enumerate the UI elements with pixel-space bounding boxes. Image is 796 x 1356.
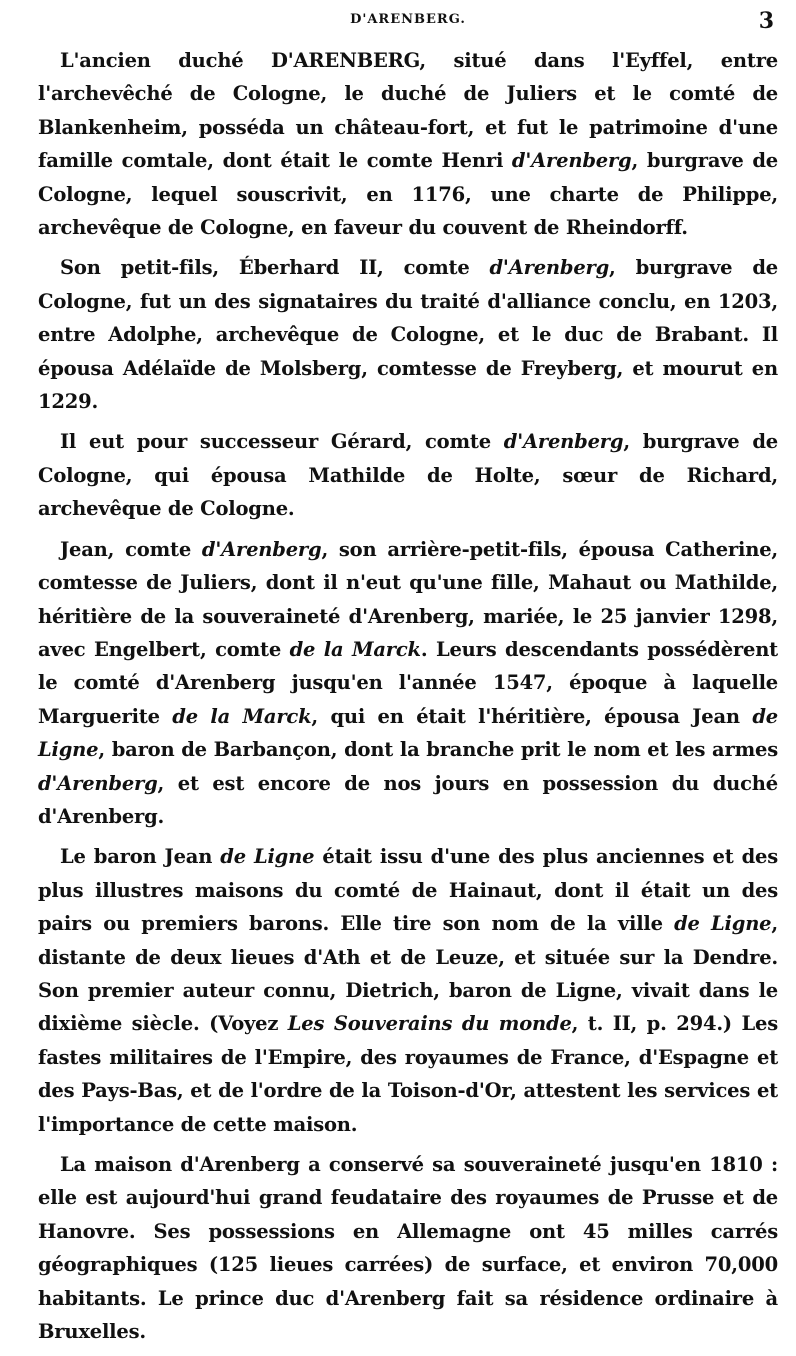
text-run: L'ancien duché D'ARENBERG, situé dans l'Eyffel, entre l'archevêché de Cologne, le duché de Juliers et le comté de Blankenheim, posséda un château-fort, et fut le patrimoine d'une famille comtale, dont était le comte Henri	[38, 49, 778, 173]
text-run: Jean, comte	[60, 537, 202, 561]
italic-run: d'Arenberg	[489, 256, 610, 280]
text-run: , son arrière-petit-fils, épousa Catherine, comtesse de Juliers, dont il n'eut qu'une fille, Mahaut ou Mathilde, héritière de la souveraineté d'Arenberg, mariée, le 25 janvier 1298, avec Engelbert, comte	[38, 537, 778, 661]
text-run: La maison d'Arenberg a conservé sa souveraineté jusqu'en 1810 : elle est aujourd'hui grand feudataire des royaumes de Prusse et de Hanovre. Ses possessions en Allemagne ont 45 milles carrés géographiques (125 lieues carrées) de surface, et environ 70,000 habitants. Le prince duc d'Arenberg fait sa résidence ordinaire à Bruxelles.	[38, 1153, 778, 1344]
italic-run: d'Arenberg	[38, 771, 158, 795]
paragraph	[38, 425, 778, 525]
paragraph	[38, 251, 778, 418]
paragraph	[38, 44, 778, 244]
text-run: , baron de Barbançon, dont la branche prit le nom et les armes	[98, 738, 778, 762]
text-run: Il eut pour successeur Gérard, comte	[60, 430, 504, 454]
italic-run: de la Marck	[172, 704, 312, 728]
running-title: D'ARENBERG.	[350, 12, 466, 27]
italic-run: Les Souverains du monde	[287, 1012, 572, 1036]
text-run: , burgrave de Cologne, fut un des signataires du traité d'alliance conclu, en 1203, entre Adolphe, archevêque de Cologne, et le duc de Brabant. Il épousa Adélaïde de Molsberg, comtesse de Freyberg, et mourut en 1229.	[38, 256, 778, 414]
running-head	[38, 8, 778, 38]
text-run: était issu d'une des plus anciennes et des plus illustres maisons du comté de Hainaut, dont il était un des pairs ou premiers barons. Elle tire son nom de la ville	[38, 845, 779, 936]
text-run: , distante de deux lieues d'Ath et de Leuze, et située sur la Dendre. Son premier auteur connu, Dietrich, baron de Ligne, vivait dans le dixième siècle. (Voyez	[38, 912, 778, 1036]
italic-run: de Ligne	[674, 912, 772, 936]
body-text	[38, 44, 778, 1348]
book-page	[38, 8, 778, 1348]
page-number: 3	[758, 8, 774, 34]
italic-run: de Ligne	[220, 845, 315, 869]
text-run: , t. II, p. 294.) Les fastes militaires de l'Empire, des royaumes de France, d'Espagne et des Pays-Bas, et de l'ordre de la Toison-d'Or, attestent les services et l'importance de cette maison.	[38, 1012, 778, 1136]
text-run: Le baron Jean	[60, 845, 221, 869]
text-run: , burgrave de Cologne, qui épousa Mathilde de Holte, sœur de Richard, archevêque de Cologne.	[38, 430, 778, 521]
paragraph	[38, 840, 778, 1141]
italic-run: d'Arenberg	[201, 537, 322, 561]
paragraph	[38, 1148, 778, 1348]
italic-run: de Ligne	[38, 704, 779, 762]
text-run: . Leurs descendants possédèrent le comté d'Arenberg jusqu'en l'année 1547, époque à laquelle Marguerite	[38, 637, 778, 728]
italic-run: de la Marck	[289, 637, 421, 661]
text-run: , et est encore de nos jours en possession du duché d'Arenberg.	[38, 771, 778, 828]
paragraph	[38, 533, 778, 834]
italic-run: d'Arenberg	[511, 149, 632, 173]
text-run: , qui en était l'héritière, épousa Jean	[311, 704, 753, 728]
text-run: Son petit-fils, Éberhard II, comte	[60, 256, 490, 280]
text-run: , burgrave de Cologne, lequel souscrivit, en 1176, une charte de Philippe, archevêque de Cologne, en faveur du couvent de Rheindorff.	[38, 149, 778, 240]
italic-run: d'Arenberg	[503, 430, 624, 454]
